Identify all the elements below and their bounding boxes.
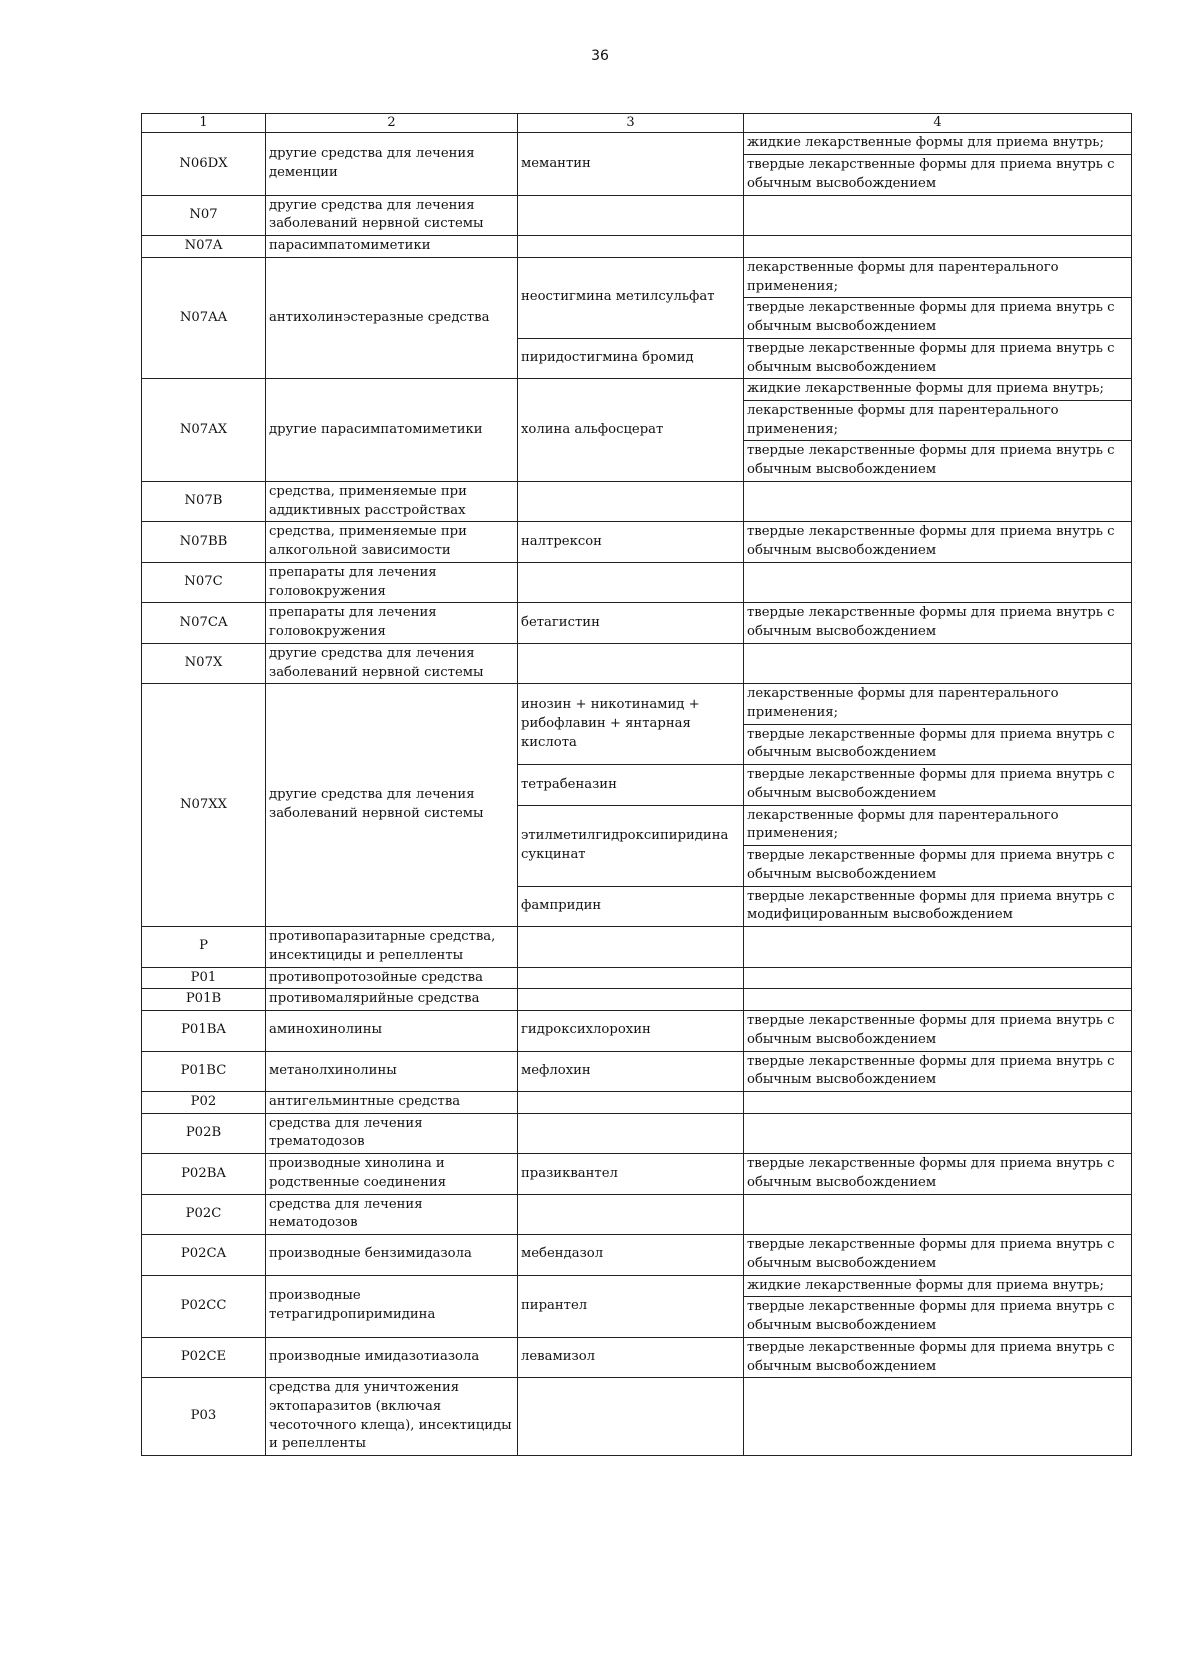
- dosage-form-cell: твердые лекарственные формы для приема внутрь с обычным высвобождением: [744, 1011, 1132, 1051]
- table-row: [142, 133, 1132, 155]
- dosage-form-cell: твердые лекарственные формы для приема внутрь с обычным высвобождением: [744, 1235, 1132, 1275]
- group-name-cell: производные тетрагидропиримидина: [266, 1275, 518, 1337]
- column-header: 1: [142, 114, 266, 133]
- table-row: [142, 1154, 1132, 1194]
- group-name-cell: антигельминтные средства: [266, 1091, 518, 1113]
- drug-name-cell: холина альфосцерат: [518, 379, 744, 482]
- drug-name-cell: мефлохин: [518, 1051, 744, 1091]
- atc-code-cell: N07XX: [142, 684, 266, 927]
- table-row: [142, 1011, 1132, 1051]
- drug-name-cell: [518, 562, 744, 602]
- group-name-cell: антихолинэстеразные средства: [266, 257, 518, 378]
- drug-name-cell: гидроксихлорохин: [518, 1011, 744, 1051]
- drug-name-cell: [518, 927, 744, 967]
- group-name-cell: производные имидазотиазола: [266, 1337, 518, 1377]
- drug-name-cell: неостигмина метилсульфат: [518, 257, 744, 338]
- column-header: 2: [266, 114, 518, 133]
- dosage-form-cell: лекарственные формы для парентерального применения;: [744, 805, 1132, 845]
- dosage-form-cell: твердые лекарственные формы для приема внутрь с обычным высвобождением: [744, 441, 1132, 481]
- drug-name-cell: пиридостигмина бромид: [518, 338, 744, 378]
- group-name-cell: средства, применяемые при алкогольной зависимости: [266, 522, 518, 562]
- drug-name-cell: [518, 481, 744, 521]
- atc-code-cell: P02B: [142, 1113, 266, 1153]
- drug-name-cell: левамизол: [518, 1337, 744, 1377]
- table-row: [142, 1051, 1132, 1091]
- dosage-form-cell: твердые лекарственные формы для приема внутрь с обычным высвобождением: [744, 338, 1132, 378]
- dosage-form-cell: твердые лекарственные формы для приема внутрь с обычным высвобождением: [744, 1297, 1132, 1337]
- atc-code-cell: P: [142, 927, 266, 967]
- drug-name-cell: празиквантел: [518, 1154, 744, 1194]
- drug-name-cell: [518, 643, 744, 683]
- atc-code-cell: P01BC: [142, 1051, 266, 1091]
- table-row: [142, 562, 1132, 602]
- table-row: [142, 195, 1132, 235]
- atc-code-cell: N07BB: [142, 522, 266, 562]
- atc-code-cell: N07: [142, 195, 266, 235]
- drug-name-cell: тетрабеназин: [518, 765, 744, 805]
- table-body: [142, 133, 1132, 1456]
- table-row: [142, 236, 1132, 258]
- group-name-cell: другие средства для лечения деменции: [266, 133, 518, 195]
- group-name-cell: производные бензимидазола: [266, 1235, 518, 1275]
- table-row: [142, 643, 1132, 683]
- atc-code-cell: N07A: [142, 236, 266, 258]
- table-row: [142, 603, 1132, 643]
- dosage-form-cell: твердые лекарственные формы для приема внутрь с обычным высвобождением: [744, 1154, 1132, 1194]
- dosage-form-cell: [744, 195, 1132, 235]
- table-row: [142, 379, 1132, 401]
- dosage-form-cell: твердые лекарственные формы для приема внутрь с модифицированным высвобождением: [744, 886, 1132, 926]
- atc-code-cell: P01BA: [142, 1011, 266, 1051]
- table-row: [142, 1275, 1132, 1297]
- table-row: [142, 1091, 1132, 1113]
- atc-code-cell: N07X: [142, 643, 266, 683]
- atc-code-cell: N07CA: [142, 603, 266, 643]
- atc-code-cell: P01B: [142, 989, 266, 1011]
- drug-name-cell: фампридин: [518, 886, 744, 926]
- table-row: [142, 1378, 1132, 1456]
- drug-name-cell: этилметилгидроксипиридина сукцинат: [518, 805, 744, 886]
- group-name-cell: средства для уничтожения эктопаразитов (включая чесоточного клеща), инсектициды и репелленты: [266, 1378, 518, 1456]
- table-header-row: [142, 114, 1132, 133]
- dosage-form-cell: [744, 1113, 1132, 1153]
- atc-code-cell: P02BA: [142, 1154, 266, 1194]
- group-name-cell: аминохинолины: [266, 1011, 518, 1051]
- drug-name-cell: налтрексон: [518, 522, 744, 562]
- group-name-cell: противопаразитарные средства, инсектициды и репелленты: [266, 927, 518, 967]
- group-name-cell: средства для лечения нематодозов: [266, 1194, 518, 1234]
- table-row: [142, 522, 1132, 562]
- group-name-cell: препараты для лечения головокружения: [266, 603, 518, 643]
- table-row: [142, 481, 1132, 521]
- table-row: [142, 257, 1132, 297]
- column-header: 4: [744, 114, 1132, 133]
- table-row: [142, 1337, 1132, 1377]
- drug-name-cell: [518, 1378, 744, 1456]
- dosage-form-cell: [744, 1194, 1132, 1234]
- group-name-cell: другие средства для лечения заболеваний нервной системы: [266, 684, 518, 927]
- dosage-form-cell: [744, 1378, 1132, 1456]
- dosage-form-cell: твердые лекарственные формы для приема внутрь с обычным высвобождением: [744, 522, 1132, 562]
- atc-code-cell: P01: [142, 967, 266, 989]
- page-number: 36: [591, 48, 609, 64]
- atc-code-cell: P02CE: [142, 1337, 266, 1377]
- dosage-form-cell: твердые лекарственные формы для приема внутрь с обычным высвобождением: [744, 603, 1132, 643]
- atc-code-cell: N07B: [142, 481, 266, 521]
- group-name-cell: другие средства для лечения заболеваний нервной системы: [266, 643, 518, 683]
- atc-code-cell: N07C: [142, 562, 266, 602]
- table-row: [142, 1113, 1132, 1153]
- dosage-form-cell: твердые лекарственные формы для приема внутрь с обычным высвобождением: [744, 724, 1132, 764]
- atc-code-cell: P02CA: [142, 1235, 266, 1275]
- atc-code-cell: P03: [142, 1378, 266, 1456]
- dosage-form-cell: твердые лекарственные формы для приема внутрь с обычным высвобождением: [744, 1051, 1132, 1091]
- table-row: [142, 684, 1132, 724]
- table-row: [142, 1235, 1132, 1275]
- dosage-form-cell: [744, 643, 1132, 683]
- atc-code-cell: N07AX: [142, 379, 266, 482]
- drug-name-cell: [518, 1113, 744, 1153]
- dosage-form-cell: лекарственные формы для парентерального применения;: [744, 401, 1132, 441]
- group-name-cell: метанолхинолины: [266, 1051, 518, 1091]
- dosage-form-cell: [744, 481, 1132, 521]
- table-row: [142, 1194, 1132, 1234]
- group-name-cell: производные хинолина и родственные соединения: [266, 1154, 518, 1194]
- drug-name-cell: [518, 1091, 744, 1113]
- group-name-cell: препараты для лечения головокружения: [266, 562, 518, 602]
- drug-name-cell: мебендазол: [518, 1235, 744, 1275]
- dosage-form-cell: [744, 236, 1132, 258]
- column-header: 3: [518, 114, 744, 133]
- table-row: [142, 927, 1132, 967]
- dosage-form-cell: твердые лекарственные формы для приема внутрь с обычным высвобождением: [744, 155, 1132, 195]
- dosage-form-cell: твердые лекарственные формы для приема внутрь с обычным высвобождением: [744, 1337, 1132, 1377]
- group-name-cell: парасимпатомиметики: [266, 236, 518, 258]
- table-row: [142, 989, 1132, 1011]
- atc-code-cell: P02C: [142, 1194, 266, 1234]
- group-name-cell: противопротозойные средства: [266, 967, 518, 989]
- group-name-cell: средства для лечения трематодозов: [266, 1113, 518, 1153]
- dosage-form-cell: [744, 562, 1132, 602]
- drug-name-cell: [518, 195, 744, 235]
- dosage-form-cell: твердые лекарственные формы для приема внутрь с обычным высвобождением: [744, 765, 1132, 805]
- atc-code-cell: P02CC: [142, 1275, 266, 1337]
- medicines-table: [141, 113, 1132, 1456]
- dosage-form-cell: лекарственные формы для парентерального применения;: [744, 257, 1132, 297]
- atc-code-cell: N07AA: [142, 257, 266, 378]
- group-name-cell: другие парасимпатомиметики: [266, 379, 518, 482]
- drug-name-cell: [518, 989, 744, 1011]
- drug-name-cell: инозин + никотинамид + рибофлавин + янтарная кислота: [518, 684, 744, 765]
- dosage-form-cell: жидкие лекарственные формы для приема внутрь;: [744, 133, 1132, 155]
- drug-name-cell: мемантин: [518, 133, 744, 195]
- drug-name-cell: [518, 236, 744, 258]
- dosage-form-cell: [744, 1091, 1132, 1113]
- table-row: [142, 967, 1132, 989]
- drug-name-cell: бетагистин: [518, 603, 744, 643]
- drug-name-cell: пирантел: [518, 1275, 744, 1337]
- dosage-form-cell: твердые лекарственные формы для приема внутрь с обычным высвобождением: [744, 298, 1132, 338]
- dosage-form-cell: [744, 967, 1132, 989]
- atc-code-cell: P02: [142, 1091, 266, 1113]
- group-name-cell: средства, применяемые при аддиктивных расстройствах: [266, 481, 518, 521]
- dosage-form-cell: твердые лекарственные формы для приема внутрь с обычным высвобождением: [744, 846, 1132, 886]
- dosage-form-cell: жидкие лекарственные формы для приема внутрь;: [744, 1275, 1132, 1297]
- drug-name-cell: [518, 1194, 744, 1234]
- group-name-cell: противомалярийные средства: [266, 989, 518, 1011]
- dosage-form-cell: лекарственные формы для парентерального применения;: [744, 684, 1132, 724]
- dosage-form-cell: [744, 989, 1132, 1011]
- dosage-form-cell: жидкие лекарственные формы для приема внутрь;: [744, 379, 1132, 401]
- group-name-cell: другие средства для лечения заболеваний нервной системы: [266, 195, 518, 235]
- drug-name-cell: [518, 967, 744, 989]
- dosage-form-cell: [744, 927, 1132, 967]
- atc-code-cell: N06DX: [142, 133, 266, 195]
